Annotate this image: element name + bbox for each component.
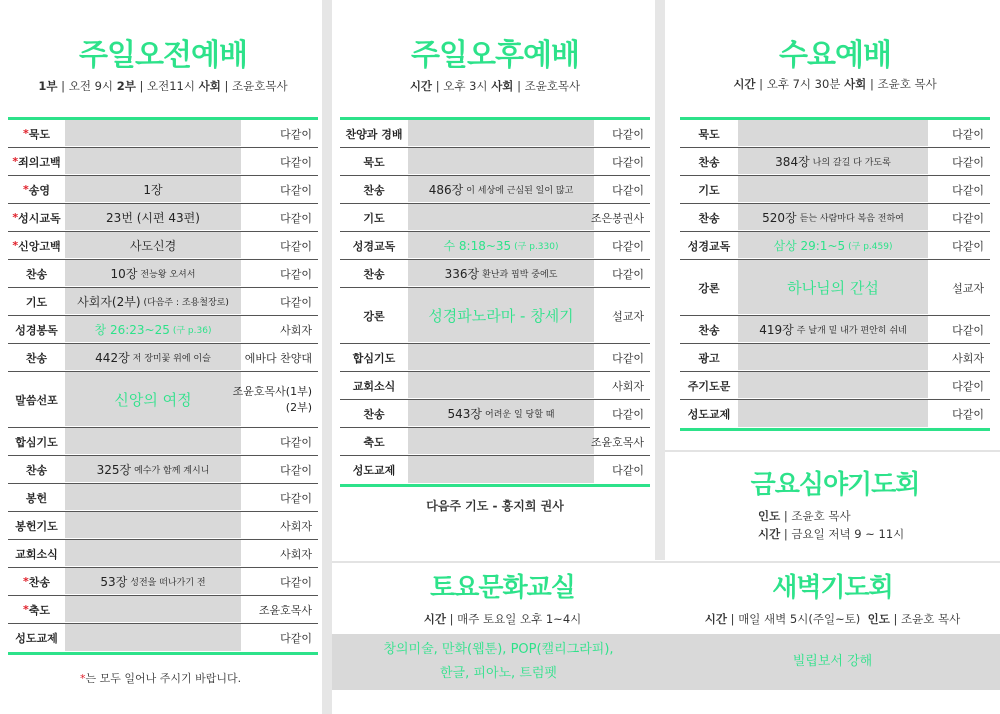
order-item-person: 사회자 <box>280 323 312 337</box>
order-item-name: 찬송 <box>698 211 720 225</box>
order-item-content <box>65 540 241 567</box>
order-item-person: 다같이 <box>612 127 644 141</box>
order-row <box>340 344 650 372</box>
order-item-person: 사회자 <box>280 547 312 561</box>
order-row <box>8 120 318 148</box>
order-item-name: 묵도 <box>363 155 385 169</box>
dawn-program-box <box>665 634 1000 690</box>
order-item-content <box>738 120 928 147</box>
order-item-person: 설교자 <box>612 309 644 323</box>
order-row <box>680 148 990 176</box>
order-row <box>340 260 650 288</box>
saturday-title: 토요문화교실 <box>430 573 575 603</box>
order-row <box>8 428 318 456</box>
order-row <box>680 260 990 316</box>
sunday-morning-title: 주일오전예배 <box>79 38 247 73</box>
order-item-person: 다같이 <box>280 239 312 253</box>
saturday-classes-box <box>332 634 665 690</box>
order-row <box>8 596 318 624</box>
order-row <box>8 232 318 260</box>
order-row <box>680 120 990 148</box>
order-item-content <box>408 148 594 175</box>
order-item-person: 다같이 <box>952 183 984 197</box>
order-item-name: 합심기도 <box>352 351 396 365</box>
order-item-person: 다같이 <box>280 632 312 645</box>
order-item-name: 강론 <box>698 281 720 295</box>
order-item-person: 다같이 <box>612 267 644 281</box>
order-row <box>340 204 650 232</box>
order-item-person: 다같이 <box>280 435 312 449</box>
order-item-name: 강론 <box>363 309 385 323</box>
order-item-person: 다같이 <box>612 464 644 477</box>
order-item-content <box>408 372 594 399</box>
order-item-content <box>738 176 928 203</box>
order-item-person: 조은봉권사 <box>590 211 644 225</box>
order-item-name: 성경교독 <box>687 239 731 253</box>
order-item-name: * 묵도 <box>22 127 51 141</box>
sunday-afternoon-order-table <box>340 117 650 487</box>
order-item-content: 사도신경 <box>65 232 241 259</box>
order-row <box>340 400 650 428</box>
order-row <box>680 232 990 260</box>
section-divider-bottom <box>332 561 1000 563</box>
order-item-content: 하나님의 간섭 <box>738 260 928 315</box>
order-row <box>680 176 990 204</box>
order-item-name: 교회소식 <box>352 379 396 393</box>
order-item-name: 찬송 <box>698 155 720 169</box>
order-row <box>340 232 650 260</box>
order-item-content <box>65 512 241 539</box>
order-item-content: 사회자(2부) (다음주 : 조용철장로) <box>65 288 241 315</box>
order-item-person: 다같이 <box>952 408 984 421</box>
order-item-content <box>738 344 928 371</box>
order-item-name: 봉헌기도 <box>15 519 58 533</box>
order-item-content: 삼상 29:1~5 (구 p.459) <box>738 232 928 259</box>
order-item-person: 에바다 찬양대 <box>244 351 312 365</box>
order-item-person: 다같이 <box>280 127 312 141</box>
friday-time: 시간 | 금요일 저녁 9 ~ 11시 <box>758 527 905 541</box>
order-item-person: 다같이 <box>952 211 984 225</box>
order-row <box>8 288 318 316</box>
sunday-afternoon-title: 주일오후예배 <box>411 38 579 73</box>
next-week-prayer: 다음주 기도 - 홍지희 권사 <box>426 499 564 513</box>
order-row <box>680 372 990 400</box>
order-item-name: 찬송 <box>363 183 385 197</box>
order-item-content <box>65 428 241 455</box>
order-item-person: 다같이 <box>612 239 644 253</box>
order-item-name: * 찬송 <box>22 575 51 589</box>
order-item-name: 성경봉독 <box>15 323 58 337</box>
order-item-name: 교회소식 <box>15 547 58 561</box>
order-row <box>340 148 650 176</box>
order-item-person: 다같이 <box>612 183 644 197</box>
order-item-person: 조윤호목사 <box>258 603 312 617</box>
sunday-morning-subtitle: 1부 | 오전 9시 2부 | 오전11시 사회 | 조윤호목사 <box>38 79 288 93</box>
order-item-name: 찬송 <box>363 267 385 281</box>
order-item-content <box>738 372 928 399</box>
order-item-name: 말씀선포 <box>15 393 58 407</box>
order-item-person: 다같이 <box>280 575 312 589</box>
order-item-content: 23번 (시편 43편) <box>65 204 241 231</box>
order-row <box>680 344 990 372</box>
order-item-content: 520장 듣는 사람마다 복음 전하여 <box>738 204 928 231</box>
order-item-person: 다같이 <box>952 127 984 141</box>
order-item-content <box>408 204 594 231</box>
order-item-content: 10장 전능왕 오셔서 <box>65 260 241 287</box>
order-row <box>340 456 650 484</box>
order-item-name: 찬송 <box>363 407 385 421</box>
order-item-name: 광고 <box>698 351 720 365</box>
wednesday-subtitle: 시간 | 오후 7시 30분 사회 | 조윤호 목사 <box>733 77 937 91</box>
order-item-name: 성경교독 <box>352 239 396 253</box>
dawn-program: 빌립보서 강해 <box>792 654 873 669</box>
order-row <box>8 260 318 288</box>
order-item-person: 다같이 <box>280 155 312 169</box>
dawn-title: 새벽기도회 <box>772 573 893 603</box>
order-row <box>8 456 318 484</box>
order-row <box>340 176 650 204</box>
order-item-name: 기도 <box>363 211 385 225</box>
wednesday-title: 수요예배 <box>779 38 891 73</box>
column-divider-left <box>322 0 332 714</box>
order-item-person: 다같이 <box>612 155 644 169</box>
order-item-content <box>65 596 241 623</box>
order-item-person: 다같이 <box>612 407 644 421</box>
order-item-name: 성도교제 <box>352 464 396 477</box>
order-row <box>8 512 318 540</box>
order-item-person: 다같이 <box>280 211 312 225</box>
order-item-person: 설교자 <box>952 281 984 295</box>
order-item-name: 봉헌 <box>25 491 48 505</box>
order-item-content: 신앙의 여정 <box>65 372 241 427</box>
order-item-content <box>408 428 594 455</box>
wednesday-order-table <box>680 117 990 431</box>
order-item-content <box>65 624 241 652</box>
order-item-name: 묵도 <box>698 127 720 141</box>
order-item-name: 성도교제 <box>687 408 731 421</box>
saturday-classes-line1: 창의미술, 만화(웹툰), POP(캘리그라피), <box>383 642 614 657</box>
order-row <box>680 204 990 232</box>
order-item-person: 다같이 <box>952 155 984 169</box>
order-item-person: 다같이 <box>952 323 984 337</box>
order-row <box>680 400 990 428</box>
order-item-content: 325장 예수가 함께 계시니 <box>65 456 241 483</box>
order-item-content: 창 26:23~25 (구 p.36) <box>65 316 241 343</box>
order-item-content <box>408 120 594 147</box>
order-item-name: 기도 <box>698 183 720 197</box>
order-item-content: 384장 나의 갈길 다 가도록 <box>738 148 928 175</box>
order-item-content: 543장 어려운 일 당할 때 <box>408 400 594 427</box>
order-item-name: * 성시교독 <box>12 211 61 225</box>
order-item-name: 축도 <box>363 435 385 449</box>
order-item-person: 다같이 <box>280 267 312 281</box>
order-item-person: 다같이 <box>952 379 984 393</box>
sunday-afternoon-subtitle: 시간 | 오후 3시 사회 | 조윤호목사 <box>409 79 581 93</box>
order-row <box>8 204 318 232</box>
order-item-person: 사회자 <box>952 351 984 365</box>
order-row <box>8 484 318 512</box>
dawn-info: 시간 | 매일 새벽 5시(주일~토) 인도 | 조윤호 목사 <box>704 612 961 626</box>
order-item-name: 성도교제 <box>15 632 58 645</box>
order-item-name: * 축도 <box>22 603 51 617</box>
order-item-content: 1장 <box>65 176 241 203</box>
order-row <box>680 316 990 344</box>
order-item-content: 419장 주 날개 밑 내가 편안히 쉬네 <box>738 316 928 343</box>
order-item-name: 기도 <box>25 295 48 309</box>
order-row <box>8 344 318 372</box>
friday-title: 금요심야기도회 <box>750 470 920 500</box>
order-item-name: * 신앙고백 <box>12 239 61 253</box>
order-item-name: 합심기도 <box>15 435 58 449</box>
order-item-content <box>65 120 241 147</box>
order-row <box>8 372 318 428</box>
order-item-name: 찬송 <box>25 267 48 281</box>
order-item-person: 조윤호목사 <box>590 435 644 449</box>
order-item-name: * 죄의고백 <box>12 155 61 169</box>
section-divider-friday <box>665 450 1000 452</box>
order-row <box>8 148 318 176</box>
order-item-content <box>65 148 241 175</box>
order-item-content: 442장 저 장미꽃 위에 이슬 <box>65 344 241 371</box>
order-item-name: 찬송 <box>25 463 48 477</box>
order-item-person: 다같이 <box>280 491 312 505</box>
order-row <box>8 624 318 652</box>
order-row <box>8 176 318 204</box>
order-row <box>340 428 650 456</box>
order-item-name: 찬송 <box>698 323 720 337</box>
order-row <box>8 540 318 568</box>
column-divider-right <box>655 0 665 560</box>
order-item-person: 사회자 <box>612 379 644 393</box>
order-item-person: 조윤호목사(1부) (2부) <box>232 384 312 414</box>
order-item-person: 다같이 <box>280 183 312 197</box>
order-item-content: 336장 환난과 핍박 중에도 <box>408 260 594 287</box>
sunday-morning-note: *는 모두 일어나 주시기 바랍니다. <box>80 672 242 685</box>
order-item-content: 수 8:18~35 (구 p.330) <box>408 232 594 259</box>
order-item-person: 다같이 <box>280 295 312 309</box>
order-item-content <box>408 344 594 371</box>
sunday-morning-order-table <box>8 117 318 655</box>
order-row <box>340 288 650 344</box>
order-item-person: 다같이 <box>280 463 312 477</box>
order-row <box>8 316 318 344</box>
order-item-name: 주기도문 <box>687 379 731 393</box>
order-item-content <box>65 484 241 511</box>
order-row <box>8 568 318 596</box>
order-item-content <box>408 456 594 484</box>
order-item-content <box>738 400 928 428</box>
saturday-classes-line2: 한글, 피아노, 트럼펫 <box>440 666 557 681</box>
order-item-person: 사회자 <box>280 519 312 533</box>
order-row <box>340 372 650 400</box>
order-item-content: 486장 이 세상에 근심된 일이 많고 <box>408 176 594 203</box>
order-row <box>340 120 650 148</box>
order-item-name: 찬양과 경배 <box>345 127 403 141</box>
saturday-time: 시간 | 매주 토요일 오후 1~4시 <box>423 612 582 626</box>
order-item-content: 53장 성전을 떠나가기 전 <box>65 568 241 595</box>
order-item-name: 찬송 <box>25 351 48 365</box>
friday-leader: 인도 | 조윤호 목사 <box>758 509 851 523</box>
order-item-content: 성경파노라마 - 창세기 <box>408 288 594 343</box>
order-item-name: * 송영 <box>22 183 51 197</box>
order-item-person: 다같이 <box>952 239 984 253</box>
order-item-person: 다같이 <box>612 351 644 365</box>
